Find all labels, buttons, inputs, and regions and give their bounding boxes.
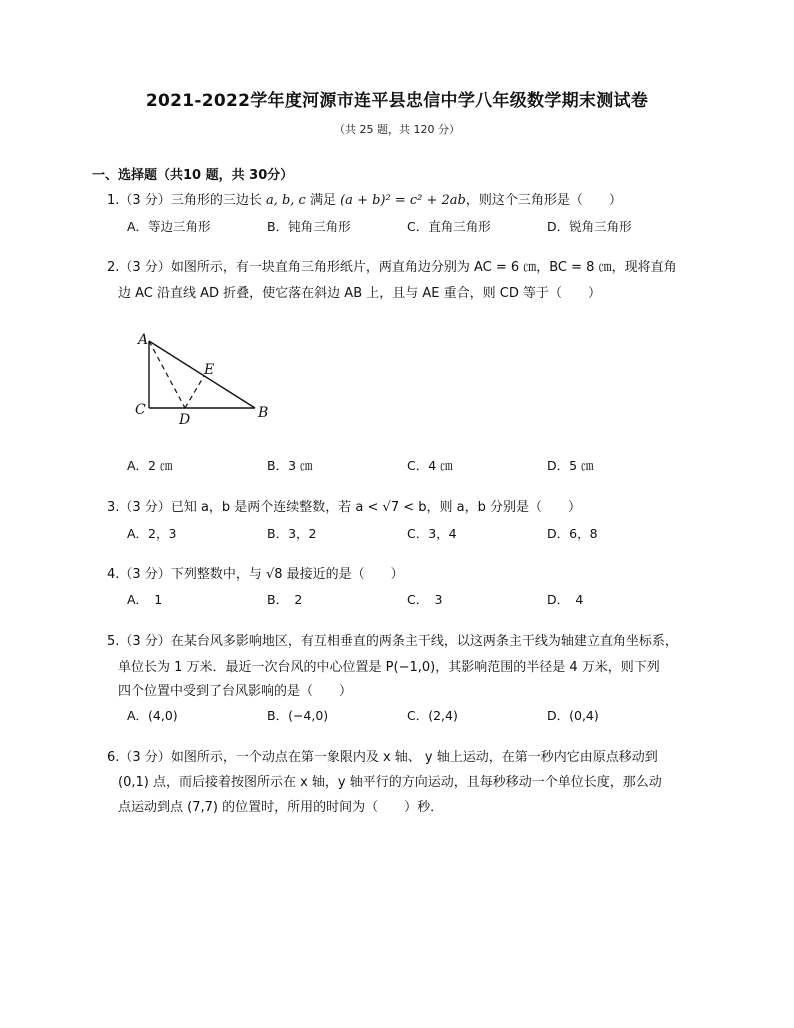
q4-option-d: D． 4 bbox=[547, 592, 584, 607]
question-text: 已知 a，b 是两个连续整数，若 a < √7 < b，则 a，b 分别是（ ） bbox=[170, 500, 581, 515]
fold-line-ad bbox=[149, 341, 185, 408]
question-text: 如图所示，一个动点在第一象限内及 x 轴、 y 轴上运动，在第一秒内它由原点移动到 bbox=[170, 750, 658, 765]
fold-line-de bbox=[185, 376, 204, 408]
question-number: 2. bbox=[107, 260, 120, 275]
q1-option-a: A．等边三角形 bbox=[127, 219, 211, 234]
q1-option-d: D．锐角三角形 bbox=[547, 219, 632, 234]
q3-option-c: C．3，4 bbox=[407, 526, 457, 541]
q3-option-a: A．2，3 bbox=[127, 526, 177, 541]
question-2-line-2: 边 AC 沿直线 AD 折叠，使它落在斜边 AB 上，且与 AE 重合，则 CD 等于（ ） bbox=[118, 286, 601, 301]
question-5-line-3: 四个位置中受到了台风影响的是（ ） bbox=[118, 684, 353, 699]
question-score: （3 分） bbox=[119, 750, 171, 765]
q2-triangle-figure bbox=[128, 325, 288, 430]
q1-option-c: C．直角三角形 bbox=[407, 219, 491, 234]
q2-option-b: B．3 ㎝ bbox=[267, 458, 313, 473]
section-heading-multiple-choice: 一、选择题（共10 题，共 30分） bbox=[92, 168, 294, 183]
label-d: D bbox=[179, 412, 191, 428]
question-text: 下列整数中，与 √8 最接近的是（ ） bbox=[170, 567, 404, 582]
question-text: 三角形的三边长 bbox=[170, 193, 266, 208]
question-5 bbox=[107, 633, 678, 651]
page-subtitle: （共 25 题，共 120 分） bbox=[334, 123, 460, 136]
q2-option-a: A．2 ㎝ bbox=[127, 458, 173, 473]
question-4 bbox=[107, 566, 404, 584]
question-text: 满足 bbox=[305, 193, 341, 208]
question-6-line-3: 点运动到点 (7,7) 的位置时，所用的时间为（ ）秒． bbox=[118, 800, 444, 815]
label-b: B bbox=[258, 405, 269, 421]
q3-option-b: B．3，2 bbox=[267, 526, 317, 541]
question-number: 1. bbox=[107, 193, 120, 208]
question-6-line-2: (0,1) 点，而后接着按图所示在 x 轴，y 轴平行的方向运动，且每秒移动一个单位长度，那么动 bbox=[118, 775, 662, 790]
question-score: （3 分） bbox=[119, 634, 171, 649]
question-number: 4. bbox=[107, 567, 120, 582]
question-text: ，则这个三角形是（ ） bbox=[465, 193, 622, 208]
q5-option-b: B．(−4,0) bbox=[267, 708, 329, 723]
question-2 bbox=[107, 259, 677, 277]
side-ab bbox=[149, 341, 255, 408]
math-formula: (a + b)² = c² + 2ab bbox=[340, 193, 466, 208]
question-number: 5. bbox=[107, 634, 120, 649]
question-text: 在某台风多影响地区，有互相垂直的两条主干线，以这两条主干线为轴建立直角坐标系， bbox=[170, 634, 678, 649]
question-5-line-2: 单位长为 1 万米．最近一次台风的中心位置是 P(−1,0)，其影响范围的半径是 4 万米，则下列 bbox=[118, 660, 660, 675]
question-text: 如图所示，有一块直角三角形纸片，两直角边分别为 AC = 6 ㎝，BC = 8 ㎝，现将直角 bbox=[170, 260, 677, 275]
label-a: A bbox=[138, 332, 149, 348]
label-c: C bbox=[135, 402, 146, 418]
q4-option-a: A． 1 bbox=[127, 592, 163, 607]
q3-option-d: D．6，8 bbox=[547, 526, 598, 541]
question-6 bbox=[107, 749, 658, 767]
question-score: （3 分） bbox=[119, 260, 171, 275]
q5-option-c: C．(2,4) bbox=[407, 708, 458, 723]
q2-option-d: D．5 ㎝ bbox=[547, 458, 594, 473]
q1-option-b: B．钝角三角形 bbox=[267, 219, 351, 234]
question-score: （3 分） bbox=[119, 193, 171, 208]
question-1 bbox=[107, 192, 622, 210]
q5-option-d: D．(0,4) bbox=[547, 708, 599, 723]
question-score: （3 分） bbox=[119, 567, 171, 582]
q5-option-a: A．(4,0) bbox=[127, 708, 178, 723]
q4-option-b: B． 2 bbox=[267, 592, 303, 607]
math-variables: a, b, c bbox=[265, 193, 306, 208]
question-number: 6. bbox=[107, 750, 120, 765]
question-score: （3 分） bbox=[119, 500, 171, 515]
q4-option-c: C． 3 bbox=[407, 592, 443, 607]
page-title: 2021-2022学年度河源市连平县忠信中学八年级数学期末测试卷 bbox=[145, 91, 649, 111]
label-e: E bbox=[204, 362, 215, 378]
question-3 bbox=[107, 499, 581, 517]
question-number: 3. bbox=[107, 500, 120, 515]
q2-option-c: C．4 ㎝ bbox=[407, 458, 453, 473]
